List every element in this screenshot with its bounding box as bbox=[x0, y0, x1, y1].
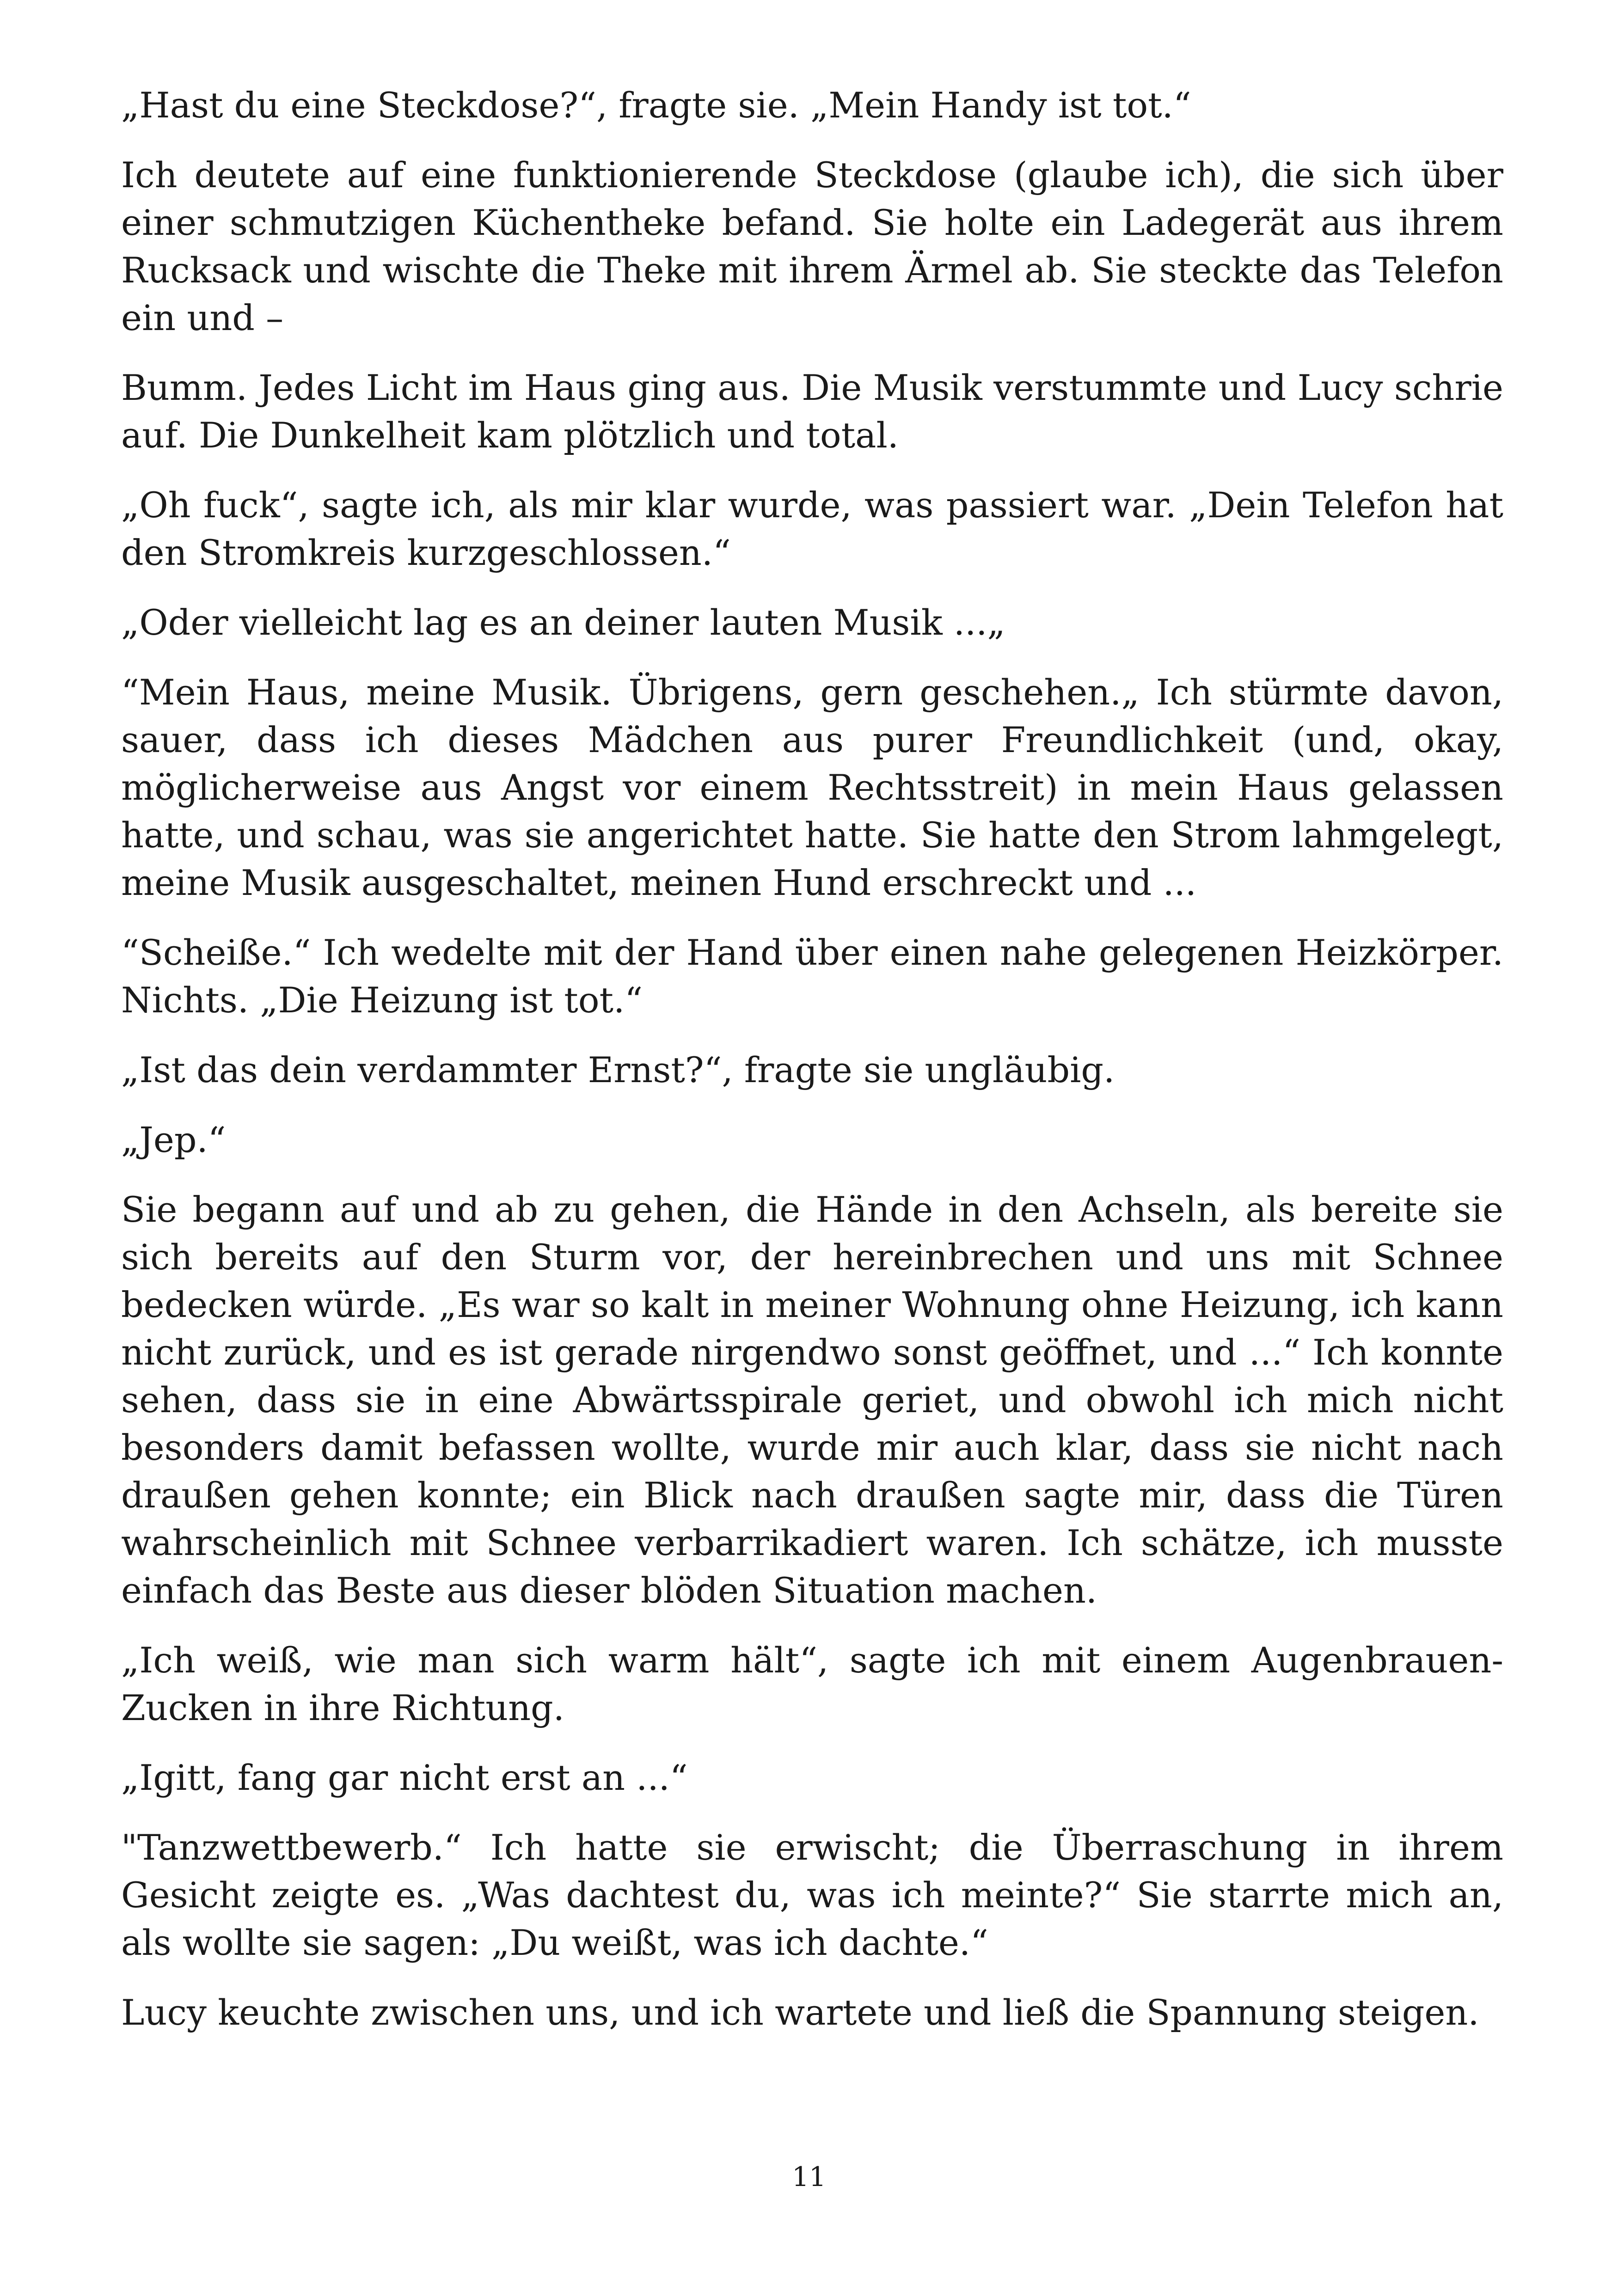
paragraph: „Igitt, fang gar nicht erst an ...“ bbox=[121, 1757, 688, 1798]
body-text bbox=[121, 81, 1503, 2058]
paragraph: “Scheiße.“ Ich wedelte mit der Hand über einen nahe gelegenen Heizkörper. Nichts. „Die Heizung ist tot.“ bbox=[121, 932, 1503, 1021]
paragraph: „Jep.“ bbox=[121, 1119, 226, 1160]
paragraph: Bumm. Jedes Licht im Haus ging aus. Die Musik verstummte und Lucy schrie auf. Die Dunkelheit kam plötzlich und total. bbox=[121, 367, 1503, 456]
paragraph: Sie begann auf und ab zu gehen, die Hände in den Achseln, als bereite sie sich bereits auf den Sturm vor, der hereinbrechen und uns mit Schnee bedecken würde. „Es war so kalt in meiner Wohnung ohne Heizung, ich kann nicht zurück, und es ist gerade nirgendwo sonst geöffnet, und ...“ Ich konnte sehen, dass sie in eine Abwärtsspirale geriet, und obwohl ich mich nicht besonders damit befassen wollte, wurde mir auch klar, dass sie nicht nach draußen gehen konnte; ein Blick nach draußen sagte mir, dass die Türen wahrscheinlich mit Schnee verbarrikadiert waren. Ich schätze, ich musste einfach das Beste aus dieser blöden Situation machen. bbox=[121, 1189, 1503, 1611]
page-number: 11 bbox=[792, 2161, 826, 2192]
paragraph: "Tanzwettbewerb.“ Ich hatte sie erwischt; die Überraschung in ihrem Gesicht zeigte es. „Was dachtest du, was ich meinte?“ Sie starrte mich an, als wollte sie sagen: „Du weißt, was ich dachte.“ bbox=[121, 1827, 1503, 1963]
paragraph: Lucy keuchte zwischen uns, und ich wartete und ließ die Spannung steigen. bbox=[121, 1992, 1479, 2033]
paragraph: Ich deutete auf eine funktionierende Steckdose (glaube ich), die sich über einer schmutzigen Küchentheke befand. Sie holte ein Ladegerät aus ihrem Rucksack und wischte die Theke mit ihrem Ärmel ab. Sie steckte das Telefon ein und – bbox=[121, 154, 1503, 338]
paragraph: „Oder vielleicht lag es an deiner lauten Musik ...„ bbox=[121, 602, 1005, 643]
paragraph: „Oh fuck“, sagte ich, als mir klar wurde, was passiert war. „Dein Telefon hat den Stromkreis kurzgeschlossen.“ bbox=[121, 484, 1503, 573]
paragraph: “Mein Haus, meine Musik. Übrigens, gern geschehen.„ Ich stürmte davon, sauer, dass ich dieses Mädchen aus purer Freundlichkeit (und, okay, möglicherweise aus Angst vor einem Rechtsstreit) in mein Haus gelassen hatte, und schau, was sie angerichtet hatte. Sie hatte den Strom lahmgelegt, meine Musik ausgeschaltet, meinen Hund erschreckt und ... bbox=[121, 672, 1503, 903]
paragraph: „Ich weiß, wie man sich warm hält“, sagte ich mit einem Augenbrauen-Zucken in ihre Richtung. bbox=[121, 1640, 1503, 1728]
paragraph: „Hast du eine Steckdose?“, fragte sie. „Mein Handy ist tot.“ bbox=[121, 85, 1191, 126]
paragraph: „Ist das dein verdammter Ernst?“, fragte sie ungläubig. bbox=[121, 1049, 1115, 1090]
